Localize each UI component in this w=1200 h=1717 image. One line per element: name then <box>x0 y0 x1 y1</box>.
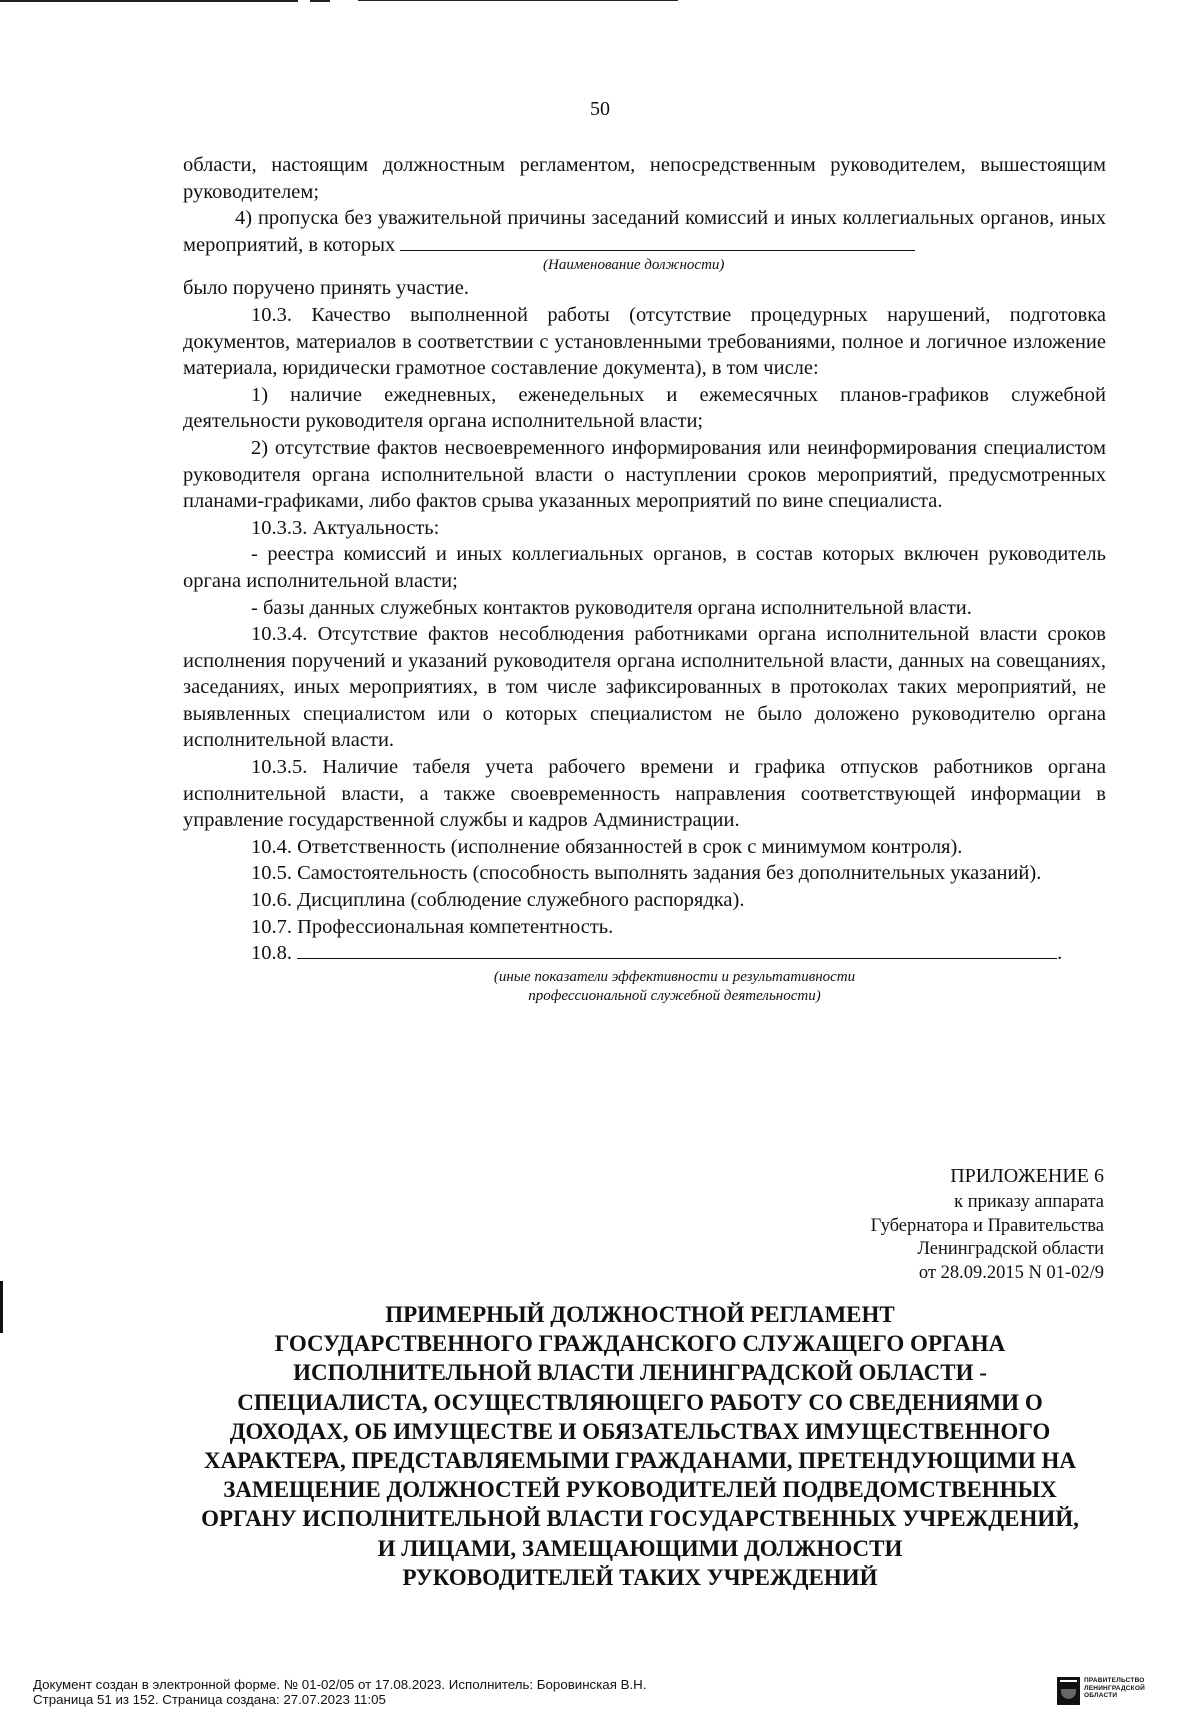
footer-line: Документ создан в электронной форме. № 01-02/05 от 17.08.2023. Исполнитель: Боровинская В.Н. <box>33 1677 647 1692</box>
caption-line: профессиональной служебной деятельности) <box>528 987 821 1004</box>
field-caption <box>183 968 1106 1006</box>
title-line: И ЛИЦАМИ, ЗАМЕЩАЮЩИМИ ДОЛЖНОСТИ <box>377 1535 903 1561</box>
item-label: 10.8. <box>251 942 292 965</box>
paragraph: 10.5. Самостоятельность (способность выполнять задания без дополнительных указаний). <box>251 862 1042 885</box>
paragraph: 10.3.3. Актуальность: <box>251 516 440 539</box>
scan-artifact-line <box>310 0 330 2</box>
logo-text <box>1084 1677 1145 1700</box>
paragraph <box>183 205 1106 258</box>
paragraph: 10.6. Дисциплина (соблюдение служебного распорядка). <box>251 889 745 912</box>
margin-mark <box>0 1281 3 1333</box>
title-line: ПРИМЕРНЫЙ ДОЛЖНОСТНОЙ РЕГЛАМЕНТ <box>385 1302 895 1327</box>
footer-line: Страница 51 из 152. Страница создана: 27.07.2023 11:05 <box>33 1692 386 1707</box>
government-logo <box>1057 1677 1145 1705</box>
item-end: . <box>1057 942 1063 965</box>
title-line: ОРГАНУ ИСПОЛНИТЕЛЬНОЙ ВЛАСТИ ГОСУДАРСТВЕННЫХ УЧРЕЖДЕНИЙ, <box>201 1506 1079 1532</box>
blank-line <box>400 249 915 251</box>
paragraph: области, настоящим должностным регламентом, непосредственным руководителем, вышестоящим руководителем; <box>183 154 1106 203</box>
paragraph: 10.7. Профессиональная компетентность. <box>251 915 614 938</box>
blank-line <box>297 957 1057 959</box>
electronic-document-footer <box>33 1677 646 1707</box>
document-title <box>150 1300 1130 1592</box>
appendix-heading: ПРИЛОЖЕНИЕ 6 <box>950 1165 1104 1187</box>
paragraph: 1) наличие ежедневных, еженедельных и ежемесячных планов-графиков служебной деятельности руководителя органа исполнительной власти; <box>183 383 1106 433</box>
logo-text-line: ЛЕНИНГРАДСКОЙ <box>1084 1684 1145 1692</box>
appendix-line: Ленинградской области <box>917 1239 1104 1260</box>
paragraph: 10.3. Качество выполненной работы (отсутствие процедурных нарушений, подготовка документов, материалов в соответствии с установленными требованиями, полное и логичное изложение материала, юридически грамотное составление документа), в том числе: <box>183 303 1106 380</box>
title-line: СПЕЦИАЛИСТА, ОСУЩЕСТВЛЯЮЩЕГО РАБОТУ СО СВЕДЕНИЯМИ О <box>237 1389 1043 1415</box>
paragraph: - реестра комиссий и иных коллегиальных органов, в состав которых включен руководитель органа исполнительной власти; <box>183 543 1106 592</box>
appendix-line: от 28.09.2015 N 01-02/9 <box>918 1262 1104 1283</box>
title-line: ХАРАКТЕРА, ПРЕДСТАВЛЯЕМЫМИ ГРАЖДАНАМИ, ПРЕТЕНДУЮЩИМИ НА <box>203 1448 1077 1474</box>
field-caption: (Наименование должности) <box>543 257 725 274</box>
title-line: ИСПОЛНИТЕЛЬНОЙ ВЛАСТИ ЛЕНИНГРАДСКОЙ ОБЛАСТИ - <box>293 1360 987 1386</box>
scan-artifact-line <box>358 0 678 1</box>
document-body <box>183 152 1106 1006</box>
appendix-block <box>744 1165 1104 1285</box>
title-line: ДОХОДАХ, ОБ ИМУЩЕСТВЕ И ОБЯЗАТЕЛЬСТВАХ ИМУЩЕСТВЕННОГО <box>229 1418 1051 1444</box>
caption-line: (иные показатели эффективности и результативности <box>493 968 856 985</box>
logo-text-line: ПРАВИТЕЛЬСТВО <box>1084 1677 1145 1684</box>
title-line: ГОСУДАРСТВЕННОГО ГРАЖДАНСКОГО СЛУЖАЩЕГО ОРГАНА <box>274 1331 1006 1357</box>
page-number: 50 <box>590 98 610 120</box>
appendix-line: Губернатора и Правительства <box>870 1215 1104 1236</box>
paragraph: было поручено принять участие. <box>183 277 469 300</box>
paragraph: 10.3.4. Отсутствие фактов несоблюдения работниками органа исполнительной власти сроков исполнения поручений и указаний руководителя органа исполнительной власти, данных на совещаниях, заседаниях, иных мероприятиях, в том числе зафиксированных в протоколах таких мероприятий, не выявленных специалистом или о которых специалистом не было доложено руководителю органа исполнительной власти. <box>183 623 1106 752</box>
title-line: ЗАМЕЩЕНИЕ ДОЛЖНОСТЕЙ РУКОВОДИТЕЛЕЙ ПОДВЕДОМСТВЕННЫХ <box>223 1477 1057 1503</box>
title-line: РУКОВОДИТЕЛЕЙ ТАКИХ УЧРЕЖДЕНИЙ <box>402 1564 878 1590</box>
appendix-line: к приказу аппарата <box>954 1192 1104 1213</box>
paragraph: - базы данных служебных контактов руководителя органа исполнительной власти. <box>251 596 972 619</box>
paragraph: 10.4. Ответственность (исполнение обязанностей в срок с минимумом контроля). <box>251 835 963 858</box>
government-emblem-icon <box>1057 1677 1080 1705</box>
paragraph <box>183 940 1106 967</box>
scan-artifact-line <box>0 0 298 2</box>
paragraph: 2) отсутствие фактов несвоевременного информирования или неинформирования специалистом руководителя органа исполнительной власти о наступлении сроков мероприятий, предусмотренных планами-графиками, либо фактов срыва указанных мероприятий по вине специалиста. <box>183 436 1106 513</box>
paragraph: 10.3.5. Наличие табеля учета рабочего времени и графика отпусков работников органа исполнительной власти, а также своевременность направления соответствующей информации в управление государственной службы и кадров Администрации. <box>183 756 1106 832</box>
logo-text-line: ОБЛАСТИ <box>1084 1692 1118 1699</box>
paragraph-text: 4) пропуска без уважительной причины заседаний комиссий и иных коллегиальных органов, иных мероприятий, в которых <box>183 207 1106 256</box>
